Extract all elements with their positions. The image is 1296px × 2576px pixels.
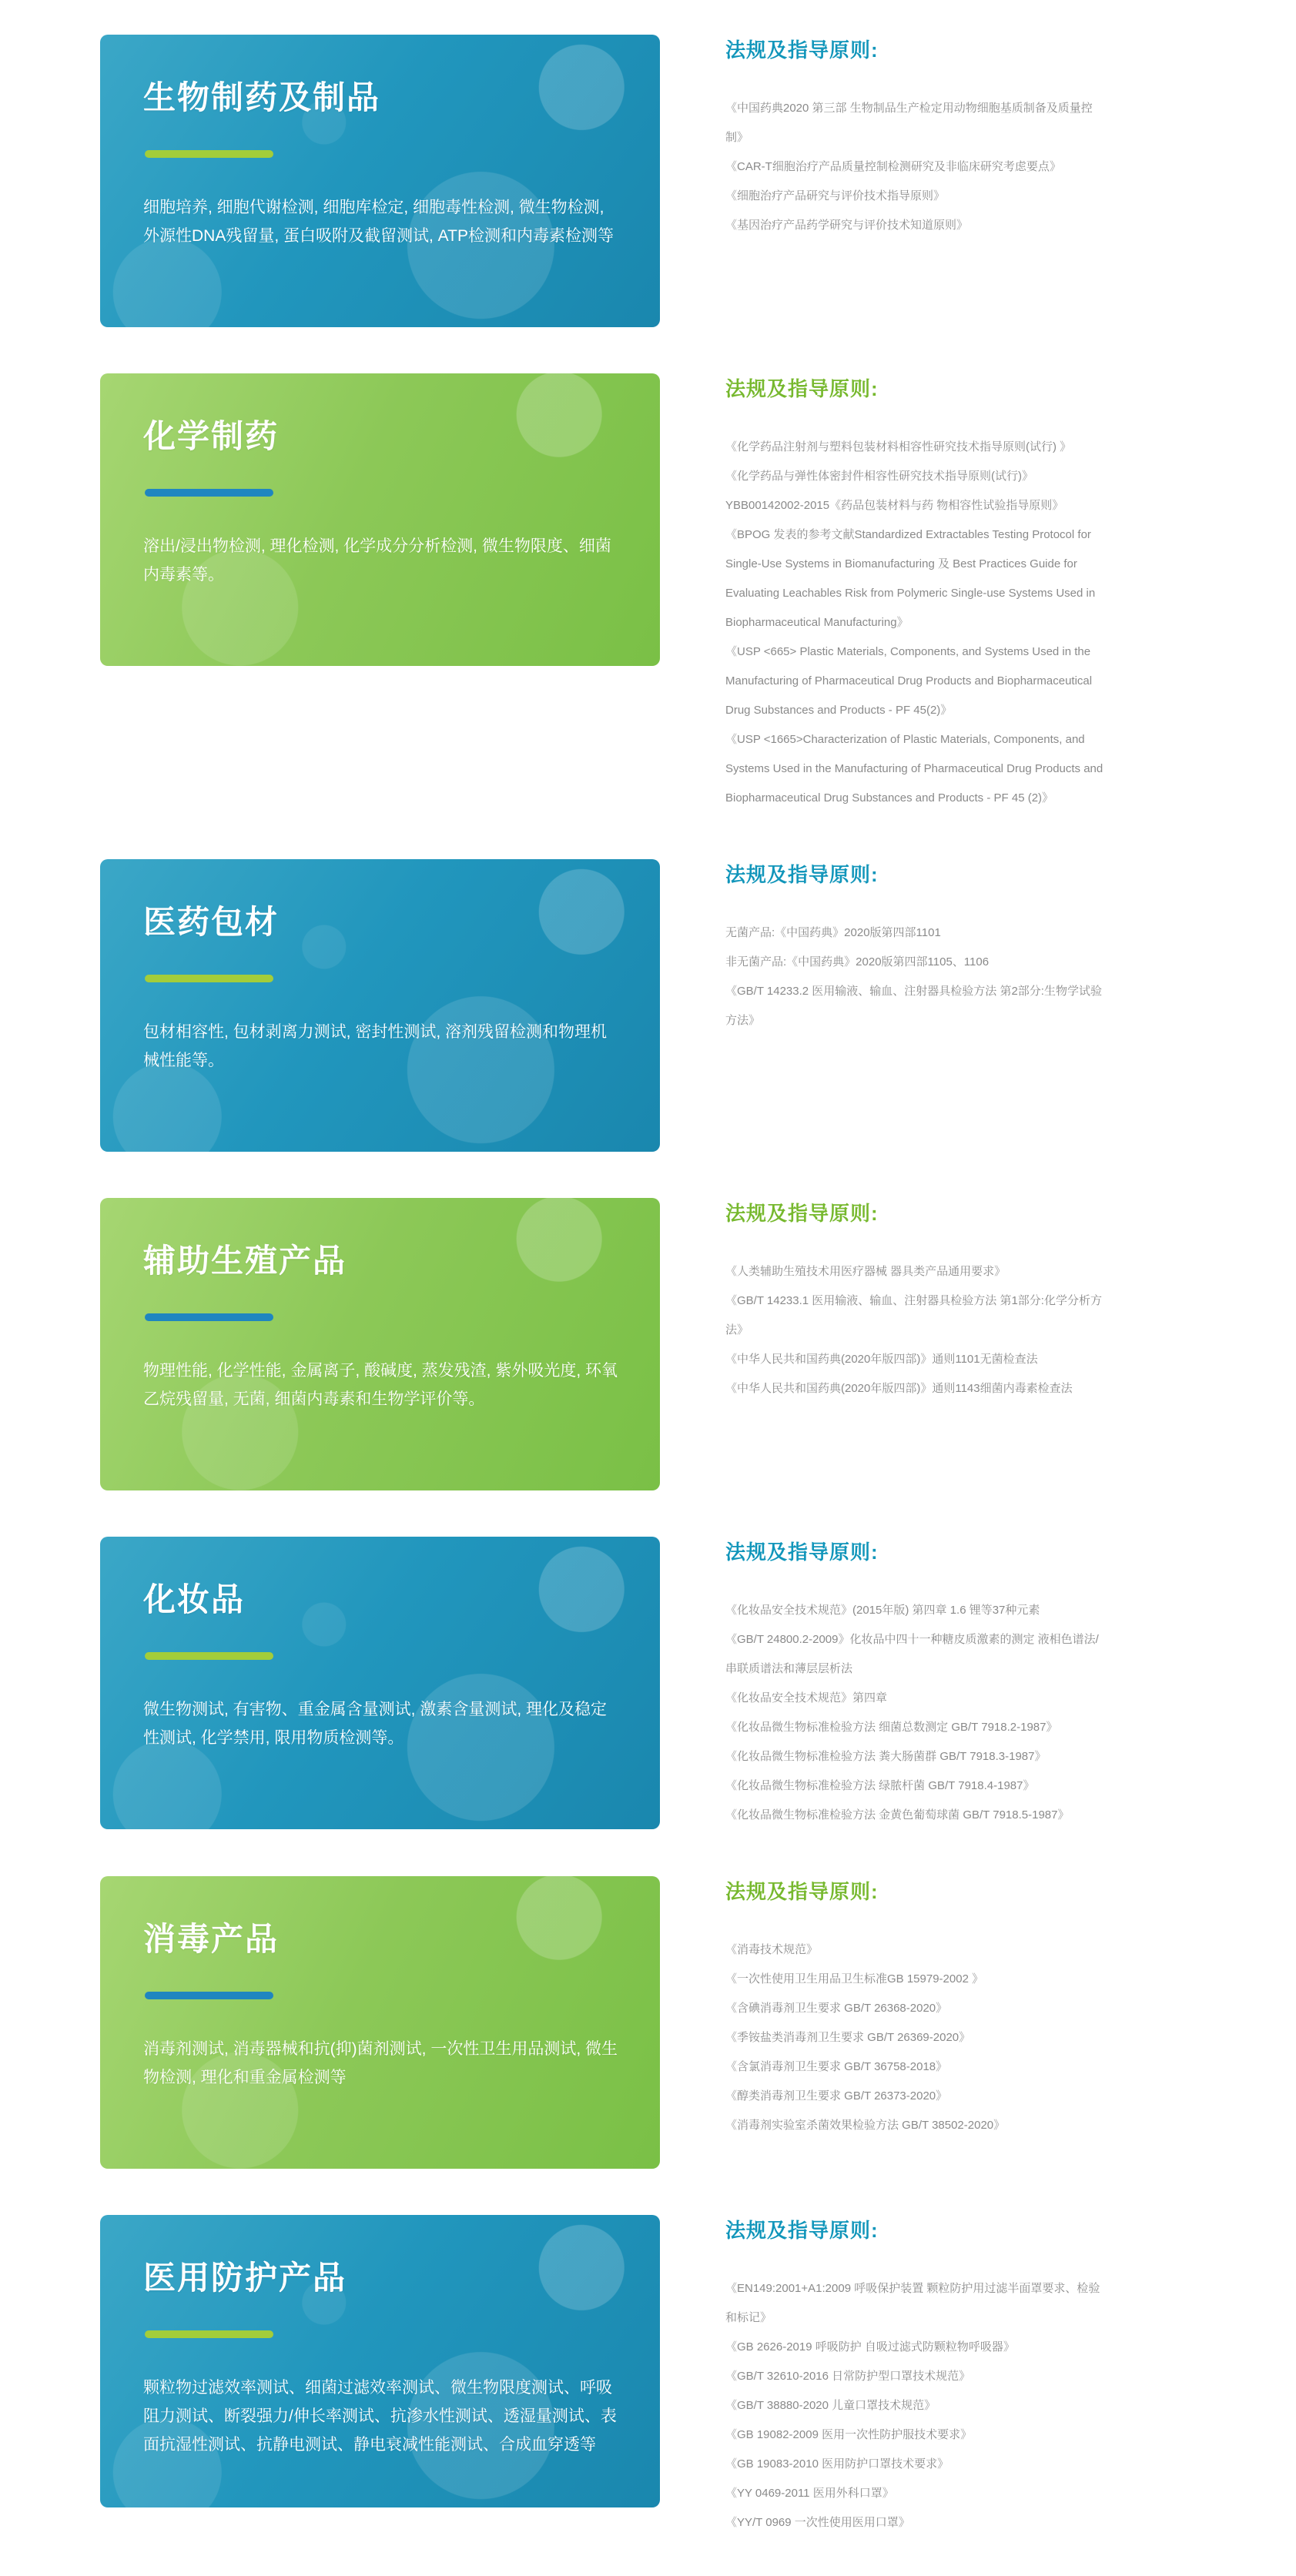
regulation-item: 《细胞治疗产品研究与评价技术指导原则》 <box>725 189 946 202</box>
regulation-item: 《YY 0469-2011 医用外科口罩》 <box>725 2487 894 2500</box>
regulations-panel <box>725 1537 1126 1830</box>
category-card <box>100 2215 660 2507</box>
category-card <box>100 1537 660 1829</box>
title-underline <box>145 1652 273 1660</box>
category-title: 消毒产品 <box>143 1921 280 1957</box>
regulation-item: 《中华人民共和国药典(2020年版四部)》通则1101无菌检查法 <box>725 1353 1038 1366</box>
category-title: 辅助生殖产品 <box>143 1243 347 1279</box>
title-underline <box>145 975 273 982</box>
section-biopharma <box>100 35 1281 327</box>
regulations-panel <box>725 1876 1126 2140</box>
regulations-panel <box>725 373 1126 813</box>
regulations-panel <box>725 35 1126 240</box>
title-underline <box>145 489 273 497</box>
regulations-panel <box>725 2215 1126 2538</box>
regulation-list <box>725 433 1107 813</box>
section-assisted-reproduction <box>100 1198 1281 1490</box>
regulation-item: 非无菌产品:《中国药典》2020版第四部1105、1106 <box>725 955 990 969</box>
regulations-heading: 法规及指导原则: <box>725 1880 879 1903</box>
category-title: 化妆品 <box>143 1581 246 1618</box>
regulations-heading: 法规及指导原则: <box>725 38 879 62</box>
category-card <box>100 35 660 327</box>
section-chemical-pharma <box>100 373 1281 813</box>
section-disinfection-products <box>100 1876 1281 2169</box>
category-description: 微生物测试, 有害物、重金属含量测试, 激素含量测试, 理化及稳定性测试, 化学禁用, 限用物质检测等。 <box>143 1701 608 1748</box>
regulations-panel <box>725 859 1126 1035</box>
regulation-item: YBB00142002-2015《药品包装材料与药 物相容性试验指导原则》 <box>725 499 1064 512</box>
regulation-item: 《一次性使用卫生用品卫生标准GB 15979-2002 》 <box>725 1972 984 1986</box>
regulation-item: 《GB/T 14233.1 医用输液、输血、注射器具检验方法 第1部分:化学分析方法》 <box>725 1294 1102 1337</box>
regulation-item: 《化妆品微生物标准检验方法 细菌总数测定 GB/T 7918.2-1987》 <box>725 1721 1058 1734</box>
regulation-item: 《含氯消毒剂卫生要求 GB/T 36758-2018》 <box>725 2060 948 2073</box>
regulation-item: 《季铵盐类消毒剂卫生要求 GB/T 26369-2020》 <box>725 2031 971 2044</box>
regulation-item: 《CAR-T细胞治疗产品质量控制检测研究及非临床研究考虑要点》 <box>725 160 1061 173</box>
category-title: 化学制药 <box>143 418 280 454</box>
section-cosmetics <box>100 1537 1281 1830</box>
regulation-list <box>725 94 1107 240</box>
regulation-list <box>725 2274 1107 2538</box>
category-title: 生物制药及制品 <box>143 79 381 115</box>
regulation-item: 《化妆品安全技术规范》(2015年版) 第四章 1.6 锂等37种元素 <box>725 1604 1040 1617</box>
regulation-item: 《GB 2626-2019 呼吸防护 自吸过滤式防颗粒物呼吸器》 <box>725 2340 1015 2354</box>
regulation-item: 《消毒剂实验室杀菌效果检验方法 GB/T 38502-2020》 <box>725 2119 1006 2132</box>
regulation-item: 《EN149:2001+A1:2009 呼吸保护装置 颗粒防护用过滤半面罩要求、检验和标记》 <box>725 2282 1100 2324</box>
regulation-item: 《化妆品微生物标准检验方法 金黄色葡萄球菌 GB/T 7918.5-1987》 <box>725 1808 1070 1822</box>
regulation-list <box>725 918 1107 1035</box>
category-card <box>100 1198 660 1490</box>
regulation-item: 《GB 19083-2010 医用防护口罩技术要求》 <box>725 2457 949 2471</box>
regulation-item: 《GB 19082-2009 医用一次性防护服技术要求》 <box>725 2428 973 2441</box>
regulation-item: 《BPOG 发表的参考文献Standardized Extractables Testing Protocol for Single-Use Systems in Biomanufacturing 及 Best Practices Guide for Evaluating Leachables Risk from Polymeric Single-use Systems Used in Biopharmaceutical Manufacturing》 <box>725 528 1096 629</box>
category-title: 医用防护产品 <box>143 2260 347 2296</box>
regulation-list <box>725 1935 1107 2140</box>
regulations-heading: 法规及指导原则: <box>725 2219 879 2242</box>
regulations-heading: 法规及指导原则: <box>725 377 879 400</box>
regulation-item: 《化妆品微生物标准检验方法 粪大肠菌群 GB/T 7918.3-1987》 <box>725 1750 1047 1763</box>
category-description: 溶出/浸出物检测, 理化检测, 化学成分分析检测, 微生物限度、细菌内毒素等。 <box>143 537 611 584</box>
regulation-item: 《化妆品微生物标准检验方法 绿脓杆菌 GB/T 7918.4-1987》 <box>725 1779 1035 1792</box>
category-card <box>100 859 660 1152</box>
regulations-panel <box>725 1198 1126 1403</box>
regulation-item: 《USP <1665>Characterization of Plastic Materials, Components, and Systems Used in the Manufacturing of Pharmaceutical Drug Products and Biopharmaceutical Drug Substances and Products - PF 45 (2)》 <box>725 733 1103 805</box>
section-pharma-packaging <box>100 859 1281 1152</box>
regulation-item: 《YY/T 0969 一次性使用医用口罩》 <box>725 2516 910 2529</box>
regulation-item: 《基因治疗产品药学研究与评价技术知道原则》 <box>725 219 969 232</box>
regulations-heading: 法规及指导原则: <box>725 863 879 886</box>
regulations-heading: 法规及指导原则: <box>725 1202 879 1225</box>
title-underline <box>145 150 273 158</box>
category-card <box>100 373 660 666</box>
category-card <box>100 1876 660 2169</box>
regulations-heading: 法规及指导原则: <box>725 1541 879 1564</box>
regulation-item: 《中华人民共和国药典(2020年版四部)》通则1143细菌内毒素检查法 <box>725 1382 1073 1395</box>
regulation-item: 《化学药品注射剂与塑料包装材料相容性研究技术指导原则(试行) 》 <box>725 440 1072 453</box>
category-description: 包材相容性, 包材剥离力测试, 密封性测试, 溶剂残留检测和物理机械性能等。 <box>143 1023 608 1070</box>
regulation-item: 《化学药品与弹性体密封件相容性研究技术指导原则(试行)》 <box>725 470 1033 483</box>
regulation-item: 《GB/T 32610-2016 日常防护型口罩技术规范》 <box>725 2370 971 2383</box>
regulation-item: 无菌产品:《中国药典》2020版第四部1101 <box>725 926 941 939</box>
category-description: 消毒剂测试, 消毒器械和抗(抑)菌剂测试, 一次性卫生用品测试, 微生物检测, 理化和重金属检测等 <box>143 2040 618 2087</box>
regulation-item: 《GB/T 14233.2 医用输液、输血、注射器具检验方法 第2部分:生物学试验方法》 <box>725 985 1102 1027</box>
regulation-item: 《USP <665> Plastic Materials, Components, and Systems Used in the Manufacturing of Pharmaceutical Drug Products and Biopharmaceutical Drug Substances and Products - PF 45(2)》 <box>725 645 1093 717</box>
regulation-item: 《GB/T 38880-2020 儿童口罩技术规范》 <box>725 2399 936 2412</box>
title-underline <box>145 2330 273 2338</box>
category-description: 细胞培养, 细胞代谢检测, 细胞库检定, 细胞毒性检测, 微生物检测, 外源性DNA残留量, 蛋白吸附及截留测试, ATP检测和内毒素检测等 <box>143 199 614 246</box>
section-medical-protective <box>100 2215 1281 2538</box>
category-description: 物理性能, 化学性能, 金属离子, 酸碱度, 蒸发残渣, 紫外吸光度, 环氧乙烷残留量, 无菌, 细菌内毒素和生物学评价等。 <box>143 1362 618 1409</box>
category-description: 颗粒物过滤效率测试、细菌过滤效率测试、微生物限度测试、呼吸阻力测试、断裂强力/伸长率测试、抗渗水性测试、透湿量测试、表面抗湿性测试、抗静电测试、静电衰减性能测试、合成血穿透等 <box>143 2379 617 2454</box>
regulation-item: 《中国药典2020 第三部 生物制品生产检定用动物细胞基质制备及质量控制》 <box>725 102 1093 144</box>
regulation-item: 《消毒技术规范》 <box>725 1943 819 1956</box>
regulation-item: 《GB/T 24800.2-2009》化妆品中四十一种糖皮质激素的测定 液相色谱法/串联质谱法和薄层层析法 <box>725 1633 1099 1675</box>
regulation-list <box>725 1257 1107 1403</box>
regulation-item: 《化妆品安全技术规范》第四章 <box>725 1691 888 1705</box>
regulation-item: 《醇类消毒剂卫生要求 GB/T 26373-2020》 <box>725 2089 948 2103</box>
category-title: 医药包材 <box>143 904 280 940</box>
title-underline <box>145 1992 273 1999</box>
regulation-list <box>725 1596 1107 1830</box>
title-underline <box>145 1313 273 1321</box>
regulation-item: 《含碘消毒剂卫生要求 GB/T 26368-2020》 <box>725 2002 948 2015</box>
regulation-item: 《人类辅助生殖技术用医疗器械 器具类产品通用要求》 <box>725 1265 1006 1278</box>
